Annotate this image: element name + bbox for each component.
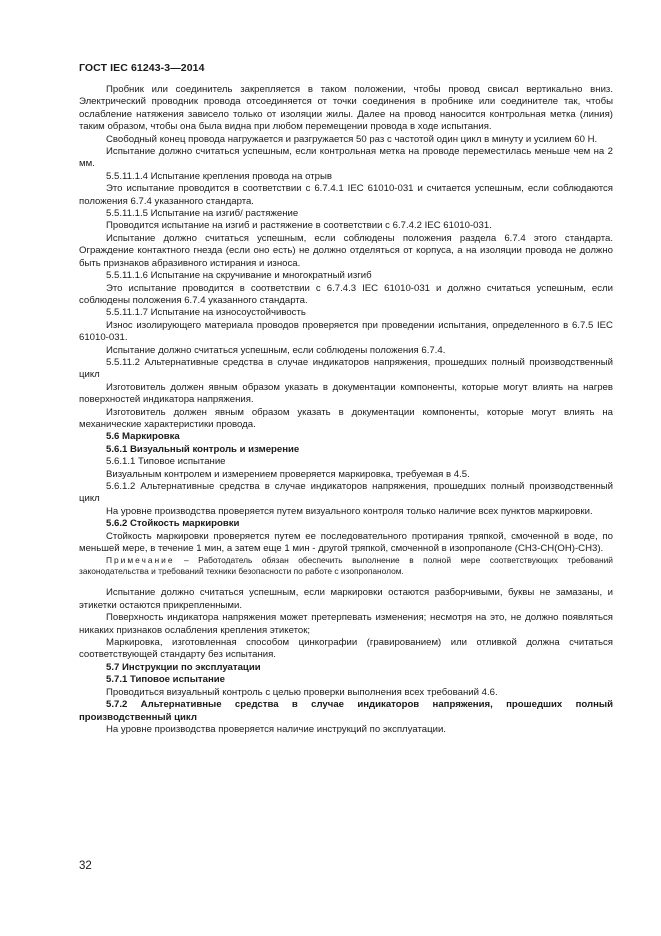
- paragraph: Маркировка, изготовленная способом цинкографии (гравированием) или отливкой должна считаться соответствующей стандарту без испытания.: [79, 637, 613, 661]
- paragraph: Стойкость маркировки проверяется путем ее последовательного протирания тряпкой, смоченной в воде, по меньшей мере, в течение 1 мин, а затем еще 1 мин - другой тряпкой, смоченной в изопропаноле (СН3-СН(ОН)-СН3).: [79, 530, 613, 555]
- paragraph: Поверхность индикатора напряжения может претерпевать изменения; несмотря на это, не должно появляться никаких признаков ослабления крепления этикеток;: [79, 612, 613, 636]
- page-number: 32: [79, 860, 92, 872]
- section-heading: 5.6.2 Стойкость маркировки: [106, 518, 240, 530]
- note-label: Примечание: [106, 555, 175, 566]
- section-heading: 5.7.2 Альтернативные средства в случае индикаторов напряжения, прошедших полный производственный цикл: [79, 699, 613, 723]
- subsection-heading: 5.5.11.1.7 Испытание на износоустойчивость: [106, 307, 306, 319]
- paragraph: На уровне производства проверяется наличие инструкций по эксплуатации.: [106, 723, 446, 735]
- subsection-heading: 5.5.11.1.6 Испытание на скручивание и многократный изгиб: [106, 270, 372, 282]
- paragraph: Испытание должно считаться успешным, если контрольная метка на проводе переместилась меньше чем на 2 мм.: [79, 146, 613, 170]
- subsection-heading: 5.5.11.2 Альтернативные средства в случае индикаторов напряжения, прошедших полный производственный цикл: [79, 356, 613, 381]
- paragraph: На уровне производства проверяется путем визуального контроля только наличие всех пунктов маркировки.: [106, 505, 593, 517]
- document-header: ГОСТ IEC 61243-3—2014: [79, 62, 205, 74]
- document-body: [79, 84, 613, 736]
- paragraph: Изготовитель должен явным образом указать в документации компоненты, которые могут влиять на механические характеристики провода.: [79, 406, 613, 430]
- paragraph: Это испытание проводится в соответствии с 6.7.4.1 IEC 61010-031 и считается успешным, если соблюдаются положения 6.7.4 указанного стандарта.: [79, 183, 613, 207]
- section-heading: 5.6 Маркировка: [106, 431, 180, 443]
- subsection-heading: 5.5.11.1.4 Испытание крепления провода на отрыв: [106, 170, 332, 182]
- paragraph: Проводиться визуальный контроль с целью проверки выполнения всех требований 4.6.: [106, 686, 498, 698]
- subsection-heading: 5.6.1.2 Альтернативные средства в случае индикаторов напряжения, прошедших полный производственный цикл: [79, 481, 613, 505]
- paragraph: Испытание должно считаться успешным, если маркировки остаются разборчивыми, буквы не замазаны, и этикетки остаются прикрепленными.: [79, 587, 613, 611]
- subsection-heading: 5.6.1.1 Типовое испытание: [106, 456, 226, 468]
- paragraph: Это испытание проводится в соответствии с 6.7.4.3 IEC 61010-031 и должно считаться успешным, если соблюдены положения 6.7.4 указанного стандарта.: [79, 282, 613, 306]
- section-heading: 5.6.1 Визуальный контроль и измерение: [106, 443, 300, 455]
- paragraph: Износ изолирующего материала проводов проверяется при проведении испытания, определенного в 6.7.5 IEC 61010-031.: [79, 319, 613, 344]
- note: [79, 555, 613, 577]
- subsection-heading: 5.5.11.1.5 Испытание на изгиб/ растяжение: [106, 208, 299, 220]
- paragraph: Пробник или соединитель закрепляется в таком положении, чтобы провод свисал вертикально вниз. Электрический проводник провода отсоединяется от точки соединения в пробнике или соединителе так, чтобы ослабление натяжения зависело только от изоляции жилы. Далее на провод наносится контрольная метка (линия) таким образом, чтобы она была видна при любом перемещении провода в ходе испытания.: [79, 84, 613, 133]
- section-heading: 5.7.1 Типовое испытание: [106, 674, 225, 686]
- paragraph: Изготовитель должен явным образом указать в документации компоненты, которые могут влиять на нагрев поверхностей индикатора напряжения.: [79, 381, 613, 406]
- section-heading: 5.7 Инструкции по эксплуатации: [106, 661, 261, 673]
- paragraph: Свободный конец провода нагружается и разгружается 50 раз с частотой один цикл в минуту и усилием 60 Н.: [106, 133, 598, 145]
- paragraph: Испытание должно считаться успешным, если соблюдены положения 6.7.4.: [106, 344, 446, 356]
- note-text: – Работодатель обязан обеспечить выполнение в полной мере соответствующих требований законодательства и требований техники безопасности по работе с изопропанолом.: [79, 555, 613, 577]
- paragraph: Визуальным контролем и измерением проверяется маркировка, требуемая в 4.5.: [106, 468, 470, 480]
- paragraph: Испытание должно считаться успешным, если соблюдены положения раздела 6.7.4 этого стандарта. Ограждение контактного гнезда (если оно есть) не должно отделяться от корпуса, а на изоляции провода не должно быть признаков абразивного истирания и износа.: [79, 232, 613, 269]
- paragraph: Проводится испытание на изгиб и растяжение в соответствии с 6.7.4.2 IEC 61010-031.: [106, 220, 492, 232]
